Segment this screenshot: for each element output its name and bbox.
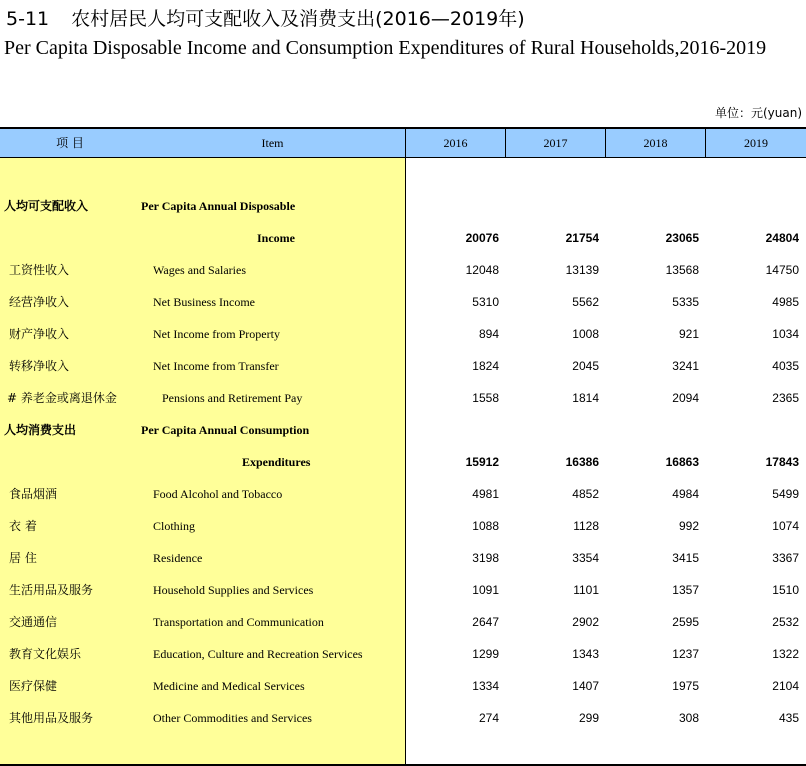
cell-2018: 2595 [672,615,699,629]
table-row [0,414,806,446]
row-label-cn: 生活用品及服务 [9,583,94,597]
row-label-cn: 食品烟酒 [9,487,58,501]
cell-2018: 1237 [672,647,699,661]
cell-2018: 23065 [665,231,699,245]
table-row [0,670,806,702]
cell-2016: 274 [478,711,499,725]
cell-2019: 14750 [765,263,799,277]
table-row [0,350,806,382]
cell-2016: 2647 [472,615,499,629]
cell-2016: 15912 [465,455,499,469]
cell-2017: 299 [578,711,599,725]
cell-2019: 2365 [772,391,799,405]
cell-2018: 4984 [672,487,699,501]
table-header [0,129,806,158]
row-label-en: Per Capita Annual Consumption [141,423,310,437]
row-label-cn: 经营净收入 [9,295,70,309]
cell-2016: 1558 [472,391,499,405]
cell-2017: 3354 [572,551,599,565]
row-label-cn: # 养老金或离退休金 [7,391,117,405]
row-label-en: Net Business Income [153,295,255,309]
cell-2019: 1074 [772,519,799,533]
cell-2019: 1510 [772,583,799,597]
cell-2016: 1091 [472,583,499,597]
row-label-en: Wages and Salaries [153,263,246,277]
cell-2018: 3415 [672,551,699,565]
cell-2019: 1034 [772,327,799,341]
header-divider [705,129,706,157]
header-item-en: Item [261,136,284,150]
cell-2017: 1343 [572,647,599,661]
cell-2019: 3367 [772,551,799,565]
cell-2017: 16386 [565,455,599,469]
cell-2019: 435 [778,711,799,725]
table-row [0,542,806,574]
cell-2017: 1814 [572,391,599,405]
cell-2017: 5562 [572,295,599,309]
header-divider [505,129,506,157]
cell-2018: 921 [678,327,699,341]
row-label-cn: 人均消费支出 [4,423,77,437]
cell-2018: 16863 [665,455,699,469]
table-row [0,478,806,510]
cell-2016: 20076 [465,231,499,245]
row-label-cn: 医疗保健 [9,679,58,693]
cell-2016: 1088 [472,519,499,533]
header-year-2016: 2016 [443,136,468,150]
row-label-en: Income [257,231,295,245]
cell-2016: 4981 [472,487,499,501]
cell-2019: 2532 [772,615,799,629]
row-label-en: Medicine and Medical Services [153,679,305,693]
row-label-en: Net Income from Transfer [153,359,279,373]
row-label-cn: 教育文化娱乐 [9,647,82,661]
cell-2016: 1334 [472,679,499,693]
table-row [0,606,806,638]
unit-label: 单位：元(yuan) [714,106,802,120]
table-row [0,574,806,606]
row-label-en: Other Commodities and Services [153,711,312,725]
cell-2017: 2045 [572,359,599,373]
cell-2018: 1975 [672,679,699,693]
row-label-cn: 人均可支配收入 [4,199,89,213]
row-label-en: Per Capita Annual Disposable [141,199,296,213]
row-label-cn: 财产净收入 [9,327,70,341]
title-cn-text: 农村居民人均可支配收入及消费支出(2016—2019年) [71,8,525,30]
table-number: 5-11 [6,8,50,30]
header-divider [405,129,406,157]
row-label-en: Education, Culture and Recreation Services [153,647,363,661]
cell-2018: 2094 [672,391,699,405]
table-row [0,638,806,670]
table-row [0,382,806,414]
cell-2018: 3241 [672,359,699,373]
cell-2017: 4852 [572,487,599,501]
page-title-en: Per Capita Disposable Income and Consumption Expenditures of Rural Households,2016-2019 [4,37,767,59]
cell-2018: 992 [678,519,699,533]
header-year-2019: 2019 [744,136,768,150]
cell-2017: 13139 [565,263,599,277]
table-row [0,318,806,350]
cell-2017: 1101 [573,583,599,597]
row-label-cn: 居 住 [9,551,37,565]
header-divider [605,129,606,157]
row-label-cn: 交通通信 [9,615,58,629]
header-year-2018: 2018 [643,136,668,150]
table-row [0,446,806,478]
cell-2017: 1407 [572,679,599,693]
cell-2018: 1357 [672,583,699,597]
cell-2019: 1322 [772,647,799,661]
table-row [0,510,806,542]
row-label-cn: 衣 着 [9,519,37,533]
row-label-en: Food Alcohol and Tobacco [153,487,283,501]
table-row [0,254,806,286]
cell-2017: 1008 [572,327,599,341]
row-label-en: Net Income from Property [153,327,280,341]
row-label-en: Transportation and Communication [153,615,324,629]
table-row [0,286,806,318]
table-row [0,702,806,734]
table-row [0,190,806,222]
row-label-en: Residence [153,551,203,565]
cell-2016: 1299 [472,647,499,661]
row-label-en: Pensions and Retirement Pay [162,391,303,405]
cell-2017: 1128 [573,519,599,533]
cell-2017: 2902 [572,615,599,629]
page-title-cn [6,4,525,31]
header-item-cn: 项 目 [56,136,84,150]
row-label-cn: 工资性收入 [9,263,70,277]
row-label-cn: 转移净收入 [9,359,70,373]
cell-2016: 3198 [472,551,499,565]
row-label-en: Clothing [153,519,196,533]
row-label-cn: 其他用品及服务 [9,711,94,725]
row-label-en: Expenditures [242,455,311,469]
table-row [0,222,806,254]
cell-2019: 5499 [772,487,799,501]
header-year-2017: 2017 [543,136,568,150]
row-label-en: Household Supplies and Services [153,583,314,597]
cell-2019: 4035 [772,359,799,373]
cell-2019: 17843 [765,455,799,469]
cell-2019: 4985 [772,295,799,309]
cell-2018: 13568 [665,263,699,277]
cell-2018: 308 [678,711,699,725]
cell-2016: 12048 [465,263,499,277]
cell-2019: 2104 [772,679,799,693]
cell-2016: 894 [478,327,499,341]
cell-2017: 21754 [565,231,599,245]
cell-2016: 5310 [472,295,499,309]
cell-2018: 5335 [672,295,699,309]
cell-2019: 24804 [765,231,799,245]
cell-2016: 1824 [472,359,499,373]
